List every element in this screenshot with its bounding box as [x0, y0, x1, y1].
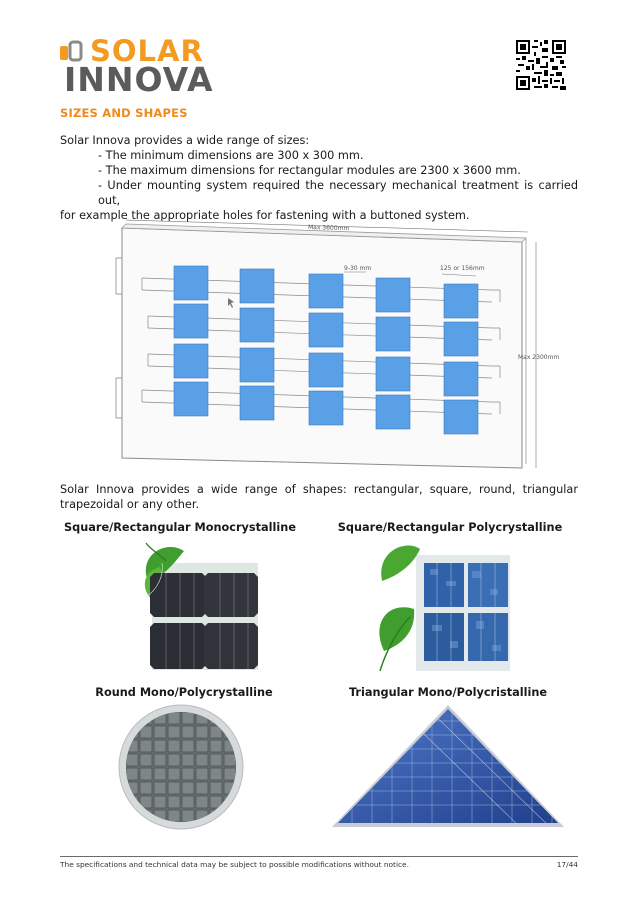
module-dimension-diagram — [112, 218, 560, 472]
footer-disclaimer: The specifications and technical data may be subject to possible modifications without notice. — [60, 860, 409, 869]
diagram-label-height: Max 2300mm — [518, 354, 560, 361]
caption-square-poly: Square/Rectangular Polycrystalline — [337, 521, 563, 534]
page-number: 17/44 — [556, 860, 578, 869]
caption-round: Round Mono/Polycrystalline — [95, 686, 273, 699]
sizes-bullet-max: - The maximum dimensions for rectangular modules are 2300 x 3600 mm. — [98, 164, 521, 177]
company-logo — [60, 34, 290, 99]
logo-word-innova: INNOVA — [64, 60, 214, 99]
photo-round-cell-module — [116, 702, 246, 832]
section-title: SIZES AND SHAPES — [60, 106, 188, 120]
diagram-label-gap: 9-30 mm — [344, 265, 372, 272]
logo-mark-icon — [60, 40, 82, 62]
sizes-bullet-mount-cont: for example the appropriate holes for fastening with a buttoned system. — [60, 209, 470, 222]
shapes-paragraph — [60, 482, 578, 512]
sizes-bullet-mount: - Under mounting system required the necessary mechanical treatment is carried out, — [98, 179, 578, 207]
sizes-bullet-min: - The minimum dimensions are 300 x 300 mm. — [98, 149, 364, 162]
photo-square-poly-cell — [380, 541, 510, 671]
shapes-line-2: trapezoidal or any other. — [60, 498, 200, 511]
diagram-label-cell: 125 or 156mm — [440, 265, 485, 272]
photo-triangular-module — [332, 703, 564, 829]
shapes-line-1: Solar Innova provides a wide range of shapes: rectangular, square, round, triangular — [60, 483, 578, 496]
photo-square-mono-cell — [144, 541, 258, 670]
qr-code-icon — [516, 40, 566, 90]
sizes-intro: Solar Innova provides a wide range of sizes: — [60, 134, 310, 147]
caption-triangular: Triangular Mono/Polycristalline — [348, 686, 548, 699]
caption-square-mono: Square/Rectangular Monocrystalline — [63, 521, 296, 534]
sizes-paragraph — [60, 133, 578, 223]
logo-word-solar: SOLAR — [90, 34, 204, 68]
footer-divider — [60, 856, 578, 857]
diagram-label-width: Max 3600mm — [307, 224, 350, 233]
